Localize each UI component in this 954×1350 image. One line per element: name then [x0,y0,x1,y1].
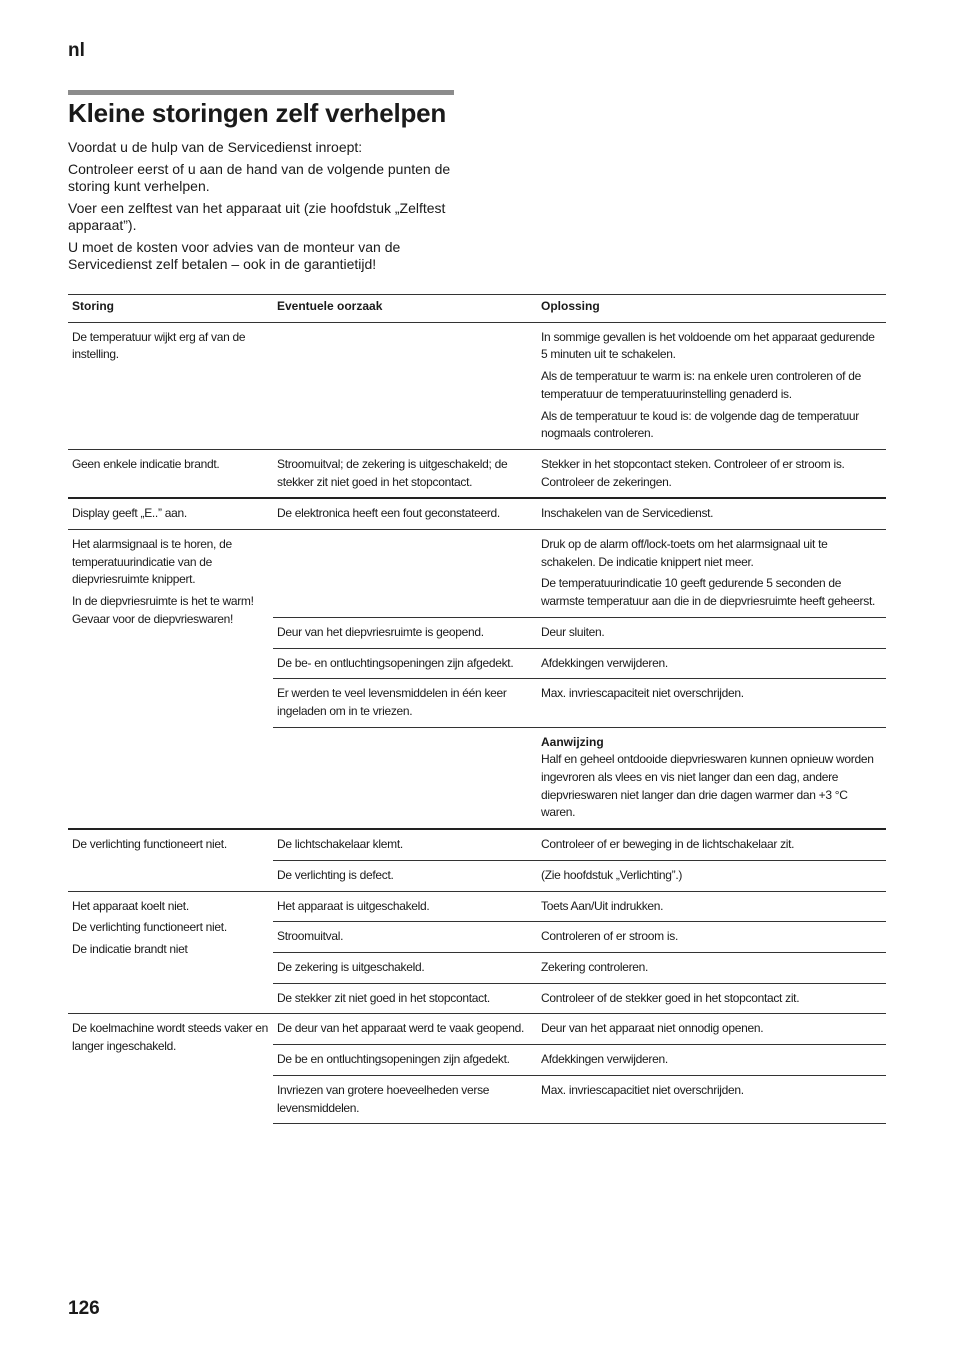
cell-storing [68,449,273,498]
cell-oplossing [537,922,886,953]
oplossing-text: Als de temperatuur te warm is: na enkele uren controleren of de temperatuur de temperatuurinstelling genaderd is. [541,369,861,401]
cell-oplossing [537,952,886,983]
intro-text [68,139,458,278]
table-row [68,498,886,529]
cell-oplossing [537,648,886,679]
cell-oplossing [537,1045,886,1076]
storing-text: Het apparaat koelt niet. [72,898,189,913]
cell-oplossing [537,1075,886,1123]
cell-oplossing [537,829,886,860]
cell-oplossing [537,860,886,891]
cell-oplossing [537,983,886,1014]
cell-oorzaak: Het apparaat is uitgeschakeld. [273,891,537,922]
storing-text: In de diepvriesruimte is het te warm! Gevaar voor de diepvrieswaren! [72,594,254,626]
intro-paragraph: Controleer eerst of u aan de hand van de volgende punten de storing kunt verhelpen. [68,160,451,194]
oplossing-text: Inschakelen van de Servicedienst. [541,506,714,521]
cell-oorzaak: Deur van het diepvriesruimte is geopend. [273,617,537,648]
page-number: 126 [68,1298,100,1319]
header-oplossing: Oplossing [537,295,886,323]
table-row [68,322,886,449]
cell-oorzaak: De be en ontluchtingsopeningen zijn afgedekt. [273,1045,537,1076]
storing-text: De koelmachine wordt steeds vaker en langer ingeschakeld. [72,1021,268,1054]
storing-text: Geen enkele indicatie brandt. [72,456,220,471]
cell-oorzaak: Stroomuitval. [273,922,537,953]
oplossing-text: Max. invriescapaciteit niet overschrijden. [541,686,744,701]
cell-storing [68,891,273,1014]
oplossing-text: Stekker in het stopcontact steken. Controleer of er stroom is. Controleer de zekeringen. [541,456,845,489]
cell-oorzaak: Er werden te veel levensmiddelen in één keer ingeladen om in te vriezen. [273,679,537,727]
oplossing-text: Druk op de alarm off/lock-toets om het alarmsignaal uit te schakelen. De indicatie knippert niet meer. [541,537,828,569]
cell-oorzaak: De verlichting is defect. [273,860,537,891]
oplossing-text: Controleer of de stekker goed in het stopcontact zit. [541,990,800,1005]
oplossing-text: Toets Aan/Uit indrukken. [541,898,664,913]
cell-oorzaak: Invriezen van grotere hoeveelheden verse levensmiddelen. [273,1075,537,1123]
storing-text: Het alarmsignaal is te horen, de temperatuurindicatie van de diepvriesruimte knippert. [72,537,232,587]
header-storing: Storing [68,295,273,323]
storing-text: De temperatuur wijkt erg af van de instelling. [72,329,246,362]
oplossing-text: In sommige gevallen is het voldoende om het apparaat gedurende 5 minuten uit te schakelen. [541,329,875,362]
cell-oplossing [537,617,886,648]
cell-storing [68,1014,273,1124]
cell-oorzaak [273,322,537,449]
cell-oorzaak: De lichtschakelaar klemt. [273,829,537,860]
storing-text: De verlichting functioneert niet. [72,837,227,852]
table-row [68,891,886,922]
cell-oorzaak: De elektronica heeft een fout geconstateerd. [273,498,537,529]
language-label: nl [68,40,85,61]
oplossing-text: Afdekkingen verwijderen. [541,655,668,670]
cell-oorzaak: De be- en ontluchtingsopeningen zijn afgedekt. [273,648,537,679]
oplossing-text: Half en geheel ontdooide diepvrieswaren kunnen opnieuw worden ingevroren als vlees en vis niet langer dan een dag, andere diepvrieswaren niet langer dan drie dagen warmer dan +3 °C waren. [541,752,874,820]
cell-oorzaak: Stroomuitval; de zekering is uitgeschakeld; de stekker zit niet goed in het stopcontact. [273,449,537,498]
cell-oplossing [537,498,886,529]
cell-oplossing [537,891,886,922]
cell-oplossing [537,530,886,618]
cell-oorzaak: De deur van het apparaat werd te vaak geopend. [273,1014,537,1045]
cell-storing [68,530,273,830]
oplossing-text: Controleren of er stroom is. [541,929,678,944]
oplossing-text: Als de temperatuur te koud is: de volgende dag de temperatuur nogmaals controleren. [541,408,859,441]
oplossing-text: Deur van het apparaat niet onnodig openen. [541,1021,764,1036]
oplossing-text: Deur sluiten. [541,624,605,639]
header-oorzaak: Eventuele oorzaak [273,295,537,323]
cell-storing [68,322,273,449]
cell-oorzaak [273,530,537,618]
cell-oplossing [537,679,886,727]
oplossing-text: (Zie hoofdstuk „Verlichting”.) [541,867,683,882]
note-title: Aanwijzing [541,734,604,749]
cell-oorzaak: De zekering is uitgeschakeld. [273,952,537,983]
intro-paragraph: U moet de kosten voor advies van de monteur van de Servicedienst zelf betalen – ook in de garantietijd! [68,238,401,272]
cell-oorzaak [273,727,537,829]
cell-oplossing [537,727,886,829]
storing-text: De verlichting functioneert niet. [72,920,227,935]
title-rule [68,90,454,95]
table-row [68,449,886,498]
intro-paragraph: Voer een zelftest van het apparaat uit (zie hoofdstuk „Zelftest apparaat”). [68,199,446,233]
cell-oplossing [537,1014,886,1045]
intro-paragraph: Voordat u de hulp van de Servicedienst inroept: [68,139,363,155]
cell-storing [68,498,273,529]
storing-text: De indicatie brandt niet [72,941,188,956]
cell-oplossing [537,449,886,498]
cell-oplossing [537,322,886,449]
oplossing-text: Controleer of er beweging in de lichtschakelaar zit. [541,837,795,852]
cell-storing [68,829,273,891]
troubleshooting-table [68,294,886,1124]
table-row [68,530,886,618]
oplossing-text: De temperatuurindicatie 10 geeft gedurende 5 seconden de warmste temperatuur aan die in de diepvriesruimte heeft geheerst. [541,576,876,609]
oplossing-text: Afdekkingen verwijderen. [541,1052,668,1067]
oplossing-text: Max. invriescapacitiet niet overschrijden. [541,1082,744,1097]
oplossing-text: Zekering controleren. [541,959,649,974]
table-row [68,829,886,860]
page-title: Kleine storingen zelf verhelpen [68,98,447,128]
storing-text: Display geeft „E..” aan. [72,506,187,521]
table-header-row [68,295,886,323]
table-row [68,1014,886,1045]
cell-oorzaak: De stekker zit niet goed in het stopcontact. [273,983,537,1014]
table-body [68,322,886,1124]
